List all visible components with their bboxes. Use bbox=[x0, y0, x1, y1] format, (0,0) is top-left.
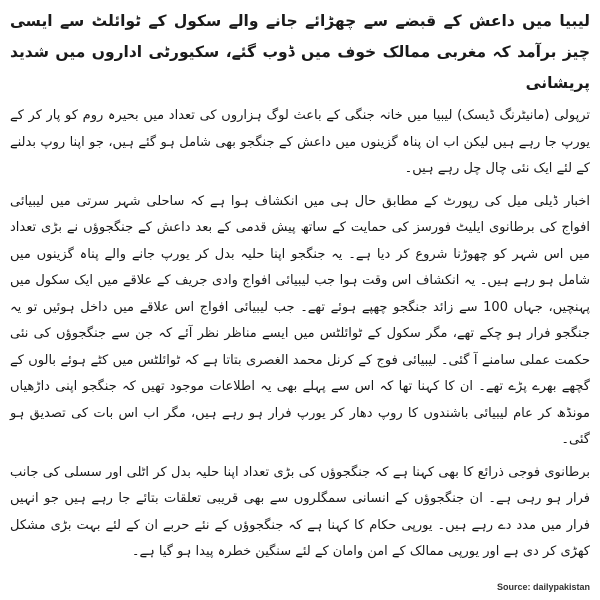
article-paragraph-1: ترپولی (مانیٹرنگ ڈیسک) لیبیا میں خانہ جنگی کے باعث لوگ ہزاروں کی تعداد میں بحیرہ روم کو پار کر کے یورپ جا رہے ہیں لیکن اب ان پناہ گزینوں میں داعش کے جنگجو بھی شامل ہو گئے ہیں، جو اپنا روپ بدلنے کے لئے ایک نئی چال چل رہے ہیں۔ bbox=[10, 108, 590, 176]
article-paragraph-2: اخبار ڈیلی میل کی رپورٹ کے مطابق حال ہی میں انکشاف ہوا ہے کہ ساحلی شہر سرتی میں لیبیائی افواج کی برطانوی ایلیٹ فورسز کی حمایت کے ساتھ پیش قدمی کے بعد داعش کے جنگجوؤں نے بڑی تعداد میں اس شہر کو چھوڑنا شروع کر دیا ہے۔ یہ جنگجو اپنا حلیہ بدل کر یورپ جانے والے پناہ گزینوں میں شامل ہو رہے ہیں۔ یہ انکشاف اس وقت ہوا جب لیبیائی افواج وادی جریف کے علاقے میں ایک سکول میں پہنچیں، جہاں 100 سے زائد جنگجو چھپے ہوئے تھے۔ جب لیبیائی افواج اس علاقے میں داخل ہوئیں تو یہ جنگجو فرار ہو چکے تھے، مگر سکول کے ٹوائلٹس میں ایسے مناظر نظر آئے کہ جن سے جنگجوؤں کی نئی حکمت عملی سامنے آ گئی۔ لیبیائی فوج کے کرنل محمد الغصری بتاتا ہے کہ ٹوائلٹس میں کٹے ہوئے بالوں کے گچھے بھرے پڑے تھے۔ ان کا کہنا تھا کہ اس سے پہلے بھی یہ اطلاعات موجود تھیں کہ جنگجو اپنی داڑھیاں مونڈھ کر عام لیبیائی باشندوں کا روپ دھار کر یورپ فرار ہو رہے ہیں، مگر اب اس بات کی تصدیق ہو گئی۔ bbox=[10, 193, 591, 447]
source-credit: Source: dailypakistan bbox=[496, 582, 590, 592]
article-paragraph-3: برطانوی فوجی ذرائع کا بھی کہنا ہے کہ جنگجوؤں کی بڑی تعداد اپنا حلیہ بدل کر اٹلی اور سسلی کی جانب فرار ہو رہی ہے۔ ان جنگجوؤں کے انسانی سمگلروں سے بھی قریبی تعلقات بتائے جا رہے ہیں جو انہیں فرار میں مدد دے رہے ہیں۔ یورپی حکام کا کہنا ہے کہ جنگجوؤں کے نئے حربے ان کے لئے بہت بڑی مشکل کھڑی کر دی ہے اور یورپی ممالک کے امن وامان کے لئے سنگین خطرہ پیدا ہو گیا ہے۔ bbox=[10, 464, 590, 559]
article-headline: لیبیا میں داعش کے قبضے سے چھڑائے جانے والے سکول کے ٹوائلٹ سے ایسی چیز برآمد کہ مغربی ممالک خوف میں ڈوب گئے، سکیورٹی اداروں میں شدید پریشانی bbox=[10, 12, 590, 92]
